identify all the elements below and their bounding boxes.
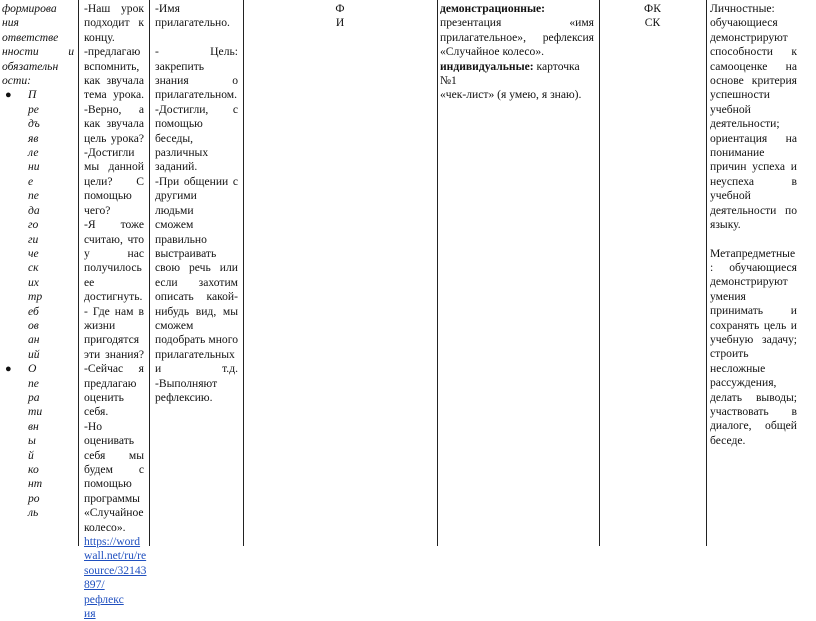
teacher-text-line: себя.: [84, 405, 109, 419]
work-form-label: И: [335, 16, 345, 30]
teacher-text-line: -Но: [84, 419, 103, 433]
bullet-text: да: [28, 203, 40, 217]
outcome-text-line: учебную задачу;: [710, 332, 797, 346]
outcome-text-line: обучающиеся: [710, 16, 778, 30]
student-text-line: -При общении с: [155, 174, 238, 188]
teacher-text-line: как звучала: [84, 117, 144, 131]
table-border: [149, 0, 150, 546]
bullet-text: ов: [28, 318, 39, 332]
bullet-text: П: [28, 88, 37, 102]
teacher-text-line: -Сейчас я: [84, 362, 144, 376]
resource-label: индивидуальные:: [440, 59, 534, 73]
teacher-text-line: -Достигли: [84, 146, 135, 160]
outcome-text-line: беседе.: [710, 433, 746, 447]
bullet-item-line: [2, 305, 74, 319]
teacher-text-line: -предлагаю: [84, 45, 141, 59]
resource-text: прилагательное»,: [440, 30, 527, 44]
bullet-text: ле: [28, 146, 39, 160]
bullet-text: ль: [28, 506, 39, 520]
teacher-text-line: - Где нам в: [84, 304, 144, 318]
bullet-item-line: [2, 290, 74, 304]
bullet-item-line: [2, 506, 74, 520]
bullet-text: е: [28, 174, 34, 188]
bullet-icon: ●: [5, 363, 12, 376]
teacher-text-line: подходит к: [84, 16, 144, 30]
reflection-link[interactable]: wall.net/ru/re: [84, 549, 147, 563]
outcome-text-line: деятельности;: [710, 117, 780, 131]
teacher-text-line: как звучала: [84, 74, 144, 88]
outcome-text-line: строить: [710, 347, 749, 361]
bullet-text: ск: [28, 261, 39, 275]
bullet-text: тр: [28, 290, 43, 304]
bullet-item-line: [2, 391, 74, 405]
student-text-line: подобрать много: [155, 333, 238, 347]
student-text-line: и т.д.: [155, 362, 238, 376]
teacher-text-line: концу.: [84, 30, 115, 44]
outcome-text-line: способности к: [710, 45, 797, 59]
student-text-line: прилагательных: [155, 347, 235, 361]
bullet-icon: ●: [5, 89, 12, 102]
teacher-text-line: мы данной: [84, 160, 144, 174]
student-text-line: прилагательном.: [155, 88, 238, 102]
bullet-item-line: [2, 449, 74, 463]
outcome-text-line: причин успеха и: [710, 160, 797, 174]
outcome-text-line: понимание: [710, 146, 765, 160]
teacher-text-line: эти знания?: [84, 347, 144, 361]
stage-column: [2, 2, 74, 521]
outcome-text-line: демонстрируют: [710, 30, 788, 44]
table-border: [599, 0, 600, 546]
teacher-text-line: программы: [84, 491, 140, 505]
outcome-text-line: Метапредметные: [710, 246, 796, 260]
student-text-line: знания о: [155, 74, 238, 88]
bullet-text: ан: [28, 333, 40, 347]
student-text-line: [155, 31, 238, 45]
student-text-line: нибудь вид, мы: [155, 304, 238, 318]
student-text-line: свою речь или: [155, 261, 238, 275]
bullet-text: ро: [28, 491, 40, 505]
teacher-text-line: себя мы: [84, 448, 144, 462]
control-form-label: ФК: [644, 2, 661, 15]
teacher-text-line: цель урока?: [84, 131, 144, 145]
bullet-text: ий: [28, 347, 40, 361]
bullet-item-line: [2, 405, 74, 419]
bullet-item-line: [2, 88, 74, 102]
resources-column: [440, 2, 594, 103]
teacher-text-line: пригодятся: [84, 333, 140, 347]
outcome-text-line: учебной: [710, 189, 751, 203]
bullet-text: яв: [28, 131, 39, 145]
learning-outcomes-column: [710, 2, 797, 448]
bullet-item-line: [2, 132, 74, 146]
student-text-line: помощью: [155, 117, 203, 131]
outcome-text-line: несложные: [710, 361, 766, 375]
stage-heading-line: нности и: [2, 45, 74, 59]
teacher-text-line: цели? С: [84, 174, 144, 188]
teacher-text-line: оценить: [84, 390, 124, 404]
stage-heading-line: обязательн: [2, 59, 59, 73]
bullet-item-line: [2, 492, 74, 506]
resource-text: «Случайное колесо».: [440, 45, 545, 59]
student-text-line: другими людьми: [155, 189, 197, 217]
outcome-text-line: рассуждения,: [710, 376, 777, 390]
student-text-line: сможем: [155, 318, 194, 332]
outcome-text-line: делать выводы;: [710, 390, 797, 404]
outcome-text-line: деятельности по: [710, 203, 797, 217]
stage-heading-line: ответстве: [2, 30, 59, 44]
bullet-item-line: [2, 204, 74, 218]
teacher-text-line: -Верно, а: [84, 102, 144, 116]
student-text-line: прилагательно.: [155, 16, 230, 30]
outcome-text-line: основе критерия: [710, 74, 797, 88]
work-form-column: [243, 2, 437, 31]
bullet-text: ти: [28, 405, 43, 419]
stage-heading-line: ния: [2, 16, 19, 30]
student-text-line: заданий.: [155, 160, 198, 174]
teacher-text-line: получилось: [84, 261, 142, 275]
teacher-text-line: помощью: [84, 189, 132, 203]
outcome-text-line: умения: [710, 289, 746, 303]
resource-text: «чек-лист» (я умею, я знаю).: [440, 88, 582, 102]
bullet-item-line: [2, 477, 74, 491]
bullet-text: ко: [28, 463, 39, 476]
bullet-item-line: [2, 189, 74, 203]
outcome-text-line: языку.: [710, 218, 741, 232]
outcome-text-line: учебной: [710, 102, 751, 116]
outcome-text-line: участвовать в: [710, 404, 797, 418]
reflection-link[interactable]: ия: [84, 607, 96, 621]
work-form-label: Ф: [335, 2, 345, 15]
outcome-text-line: принимать и: [710, 304, 797, 318]
teacher-text-line: оценивать: [84, 434, 135, 448]
bullet-text: ни: [28, 160, 40, 174]
teacher-text-line: у нас: [84, 246, 144, 260]
student-text-line: сможем: [155, 218, 194, 232]
teacher-text-line: колесо».: [84, 520, 126, 534]
resource-label: демонстрационные:: [440, 2, 546, 15]
bullet-text: дъ: [28, 117, 40, 131]
outcome-text-line: : обучающиеся: [710, 260, 797, 274]
outcome-text-line: диалоге, общей: [710, 419, 797, 433]
student-text-line: - Цель:: [155, 45, 238, 59]
student-text-line: -Достигли, с: [155, 102, 238, 116]
teacher-text-line: -Наш урок: [84, 2, 144, 15]
bullet-item-line: [2, 362, 74, 376]
student-text-line: закрепить: [155, 59, 205, 73]
bullet-item-line: [2, 218, 74, 232]
bullet-text: ра: [28, 390, 40, 404]
stage-heading-line: ости:: [2, 74, 31, 88]
bullet-item-line: [2, 175, 74, 189]
outcome-text-line: сохранять цель и: [710, 318, 797, 332]
student-text-line: беседы,: [155, 131, 194, 145]
teacher-activity-column: [84, 2, 147, 621]
bullet-item-line: [2, 117, 74, 131]
bullet-text: й: [28, 448, 34, 462]
bullet-item-line: [2, 103, 74, 117]
teacher-text-line: -Я тоже: [84, 218, 144, 232]
student-text-line: -Выполняют: [155, 376, 218, 390]
resource-text: рефлексия: [542, 30, 594, 44]
bullet-item-line: [2, 420, 74, 434]
teacher-text-line: ее: [84, 275, 95, 289]
teacher-text-line: помощью: [84, 477, 132, 491]
outcome-text-line: демонстрируют: [710, 275, 788, 289]
bullet-text: О: [28, 362, 37, 376]
bullet-text: еб: [28, 304, 39, 318]
student-text-line: -Имя: [155, 2, 180, 15]
student-text-line: описать какой-: [155, 290, 238, 304]
teacher-text-line: будем с: [84, 463, 144, 476]
resource-text: «имя: [569, 16, 594, 30]
student-text-line: рефлексию.: [155, 390, 213, 404]
control-form-label: СК: [644, 16, 661, 30]
resource-text: презентация: [440, 16, 502, 30]
teacher-text-line: считаю, что: [84, 232, 144, 246]
teacher-text-line: жизни: [84, 318, 116, 332]
bullet-item-line: [2, 247, 74, 261]
bullet-text: че: [28, 246, 39, 260]
bullet-text: ги: [28, 232, 39, 246]
bullet-item-line: [2, 146, 74, 160]
table-border: [706, 0, 707, 546]
teacher-text-line: достигнуть.: [84, 290, 143, 304]
bullet-text: нт: [28, 477, 43, 491]
bullet-text: го: [28, 218, 39, 232]
bullet-item-line: [2, 276, 74, 290]
bullet-item-line: [2, 463, 74, 477]
teacher-text-line: тема урока.: [84, 88, 144, 102]
bullet-item-line: [2, 377, 74, 391]
teacher-text-line: вспомнить,: [84, 59, 140, 73]
bullet-item-line: [2, 434, 74, 448]
bullet-item-line: [2, 319, 74, 333]
stage-heading-line: формирова: [2, 2, 57, 15]
bullet-text: ы: [28, 434, 36, 448]
reflection-link[interactable]: source/32143: [84, 563, 147, 577]
bullet-item-line: [2, 348, 74, 362]
table-border: [243, 0, 244, 546]
student-text-line: выстраивать: [155, 246, 217, 260]
bullet-text: пе: [28, 376, 39, 390]
outcome-text-line: неуспеха в: [710, 174, 797, 188]
bullet-text: их: [28, 275, 39, 289]
resource-text: карточка №1: [440, 59, 580, 88]
table-border: [437, 0, 438, 546]
outcome-text-line: самооценке на: [710, 59, 797, 73]
student-text-line: правильно: [155, 232, 207, 246]
teacher-text-line: «Случайное: [84, 506, 144, 520]
bullet-item-line: [2, 261, 74, 275]
bullet-item-line: [2, 333, 74, 347]
outcome-text-line: ориентация на: [710, 131, 797, 145]
bullet-item-line: [2, 160, 74, 174]
student-text-line: если захотим: [155, 275, 238, 289]
control-form-column: [599, 2, 706, 31]
bullet-text: ре: [28, 102, 39, 116]
bullet-text: вн: [28, 419, 39, 433]
teacher-text-line: предлагаю: [84, 376, 137, 390]
outcome-text-line: Личностные:: [710, 2, 775, 15]
outcome-text-line: успешности: [710, 88, 770, 102]
reflection-link[interactable]: 897/рефлекс: [84, 578, 124, 606]
bullet-text: пе: [28, 189, 39, 203]
student-text-line: различных: [155, 146, 209, 160]
table-border: [78, 0, 79, 546]
teacher-text-line: чего?: [84, 203, 111, 217]
student-activity-column: [155, 2, 238, 405]
reflection-link[interactable]: https://word: [84, 535, 141, 549]
bullet-item-line: [2, 233, 74, 247]
